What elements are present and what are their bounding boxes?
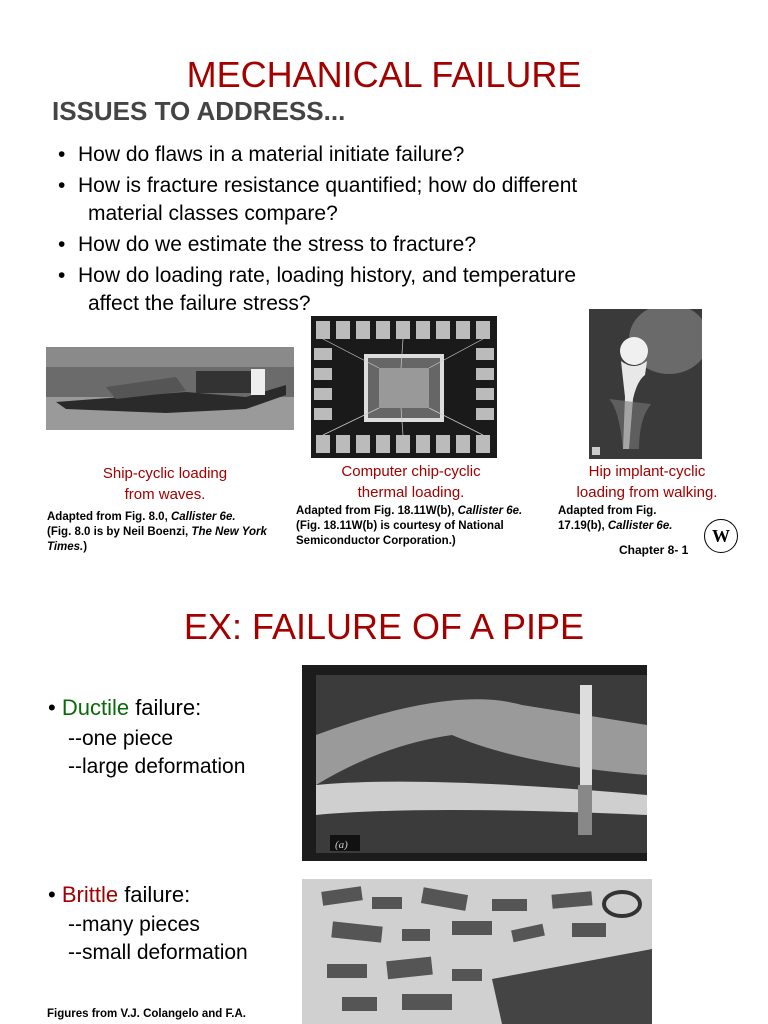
brittle-sub2: --small deformation [68, 941, 248, 964]
ship-credit [47, 510, 277, 555]
failure-word: failure: [129, 695, 202, 720]
chip-caption-line2: thermal loading. [357, 484, 465, 501]
credit-text: Adapted from Fig. 8.0, [47, 511, 171, 523]
ship-caption-line2: from waves. [124, 486, 206, 503]
issues-heading: ISSUES TO ADDRESS... [52, 96, 346, 126]
bullet-dot: • [58, 174, 66, 197]
credit-italic: Callister 6e. [607, 520, 673, 532]
brittle-sub1: --many pieces [68, 913, 200, 936]
bullet-text: How do flaws in a material initiate failure? [78, 143, 465, 166]
bullet-item [58, 231, 476, 259]
chip-photo [311, 316, 497, 458]
ductile-sub1: --one piece [68, 727, 174, 750]
ductile-heading [48, 695, 201, 721]
failure-word: failure: [118, 882, 191, 907]
bullet-item [58, 141, 464, 169]
figures-credit: Figures from V.J. Colangelo and F.A. [47, 1008, 246, 1020]
credit-italic: Callister 6e. [457, 505, 523, 517]
credit-italic: Callister 6e. [170, 511, 236, 523]
ductile-pipe-photo [302, 665, 647, 861]
credit-text: ) [83, 541, 88, 553]
bullet-item [58, 262, 576, 318]
bullet-dot: • [48, 882, 56, 907]
hip-caption-line1: Hip implant-cyclic [588, 463, 706, 480]
bullet-text: How do loading rate, loading history, and temperature [78, 264, 577, 287]
credit-text: (Fig. 18.11W(b) is courtesy of National Semiconductor Corporation.) [296, 520, 504, 547]
bullet-dot: • [58, 143, 66, 166]
bullet-dot: • [58, 264, 66, 287]
slide2-title: EX: FAILURE OF A PIPE [183, 606, 585, 647]
credit-text: (Fig. 8.0 is by Neil Boenzi, [47, 526, 192, 538]
bullet-dot: • [58, 233, 66, 256]
ductile-sub2: --large deformation [68, 755, 246, 778]
slide-title: MECHANICAL FAILURE [186, 54, 582, 95]
bullet-text-cont: material classes compare? [88, 202, 338, 225]
bullet-text-cont: affect the failure stress? [88, 292, 311, 315]
ship-photo [46, 347, 294, 430]
ship-caption [60, 463, 270, 505]
brittle-heading [48, 882, 190, 908]
ductile-word: Ductile [61, 695, 130, 720]
credit-italic: The New York Times. [47, 526, 267, 553]
chapter-label: Chapter 8- 1 [619, 543, 689, 557]
hip-caption-line2: loading from walking. [576, 484, 718, 501]
bullet-text: How do we estimate the stress to fracture? [78, 233, 477, 256]
chip-caption-line1: Computer chip-cyclic [341, 463, 481, 480]
credit-text: Adapted from Fig. 17.19(b), [558, 505, 657, 532]
bullet-item [58, 172, 577, 228]
publisher-logo: W [704, 519, 738, 553]
hip-credit [558, 504, 698, 534]
hip-caption [552, 461, 742, 503]
bullet-dot: • [48, 695, 56, 720]
brittle-pipe-photo [302, 879, 652, 1024]
ship-caption-line1: Ship-cyclic loading [102, 465, 228, 482]
hip-implant-xray [589, 309, 702, 459]
credit-text: Adapted from Fig. 18.11W(b), [296, 505, 458, 517]
chip-caption [306, 461, 516, 503]
brittle-word: Brittle [61, 882, 119, 907]
photo-label: (a) [335, 839, 348, 851]
bullet-text: How is fracture resistance quantified; how do different [78, 174, 578, 197]
chip-credit [296, 504, 541, 549]
